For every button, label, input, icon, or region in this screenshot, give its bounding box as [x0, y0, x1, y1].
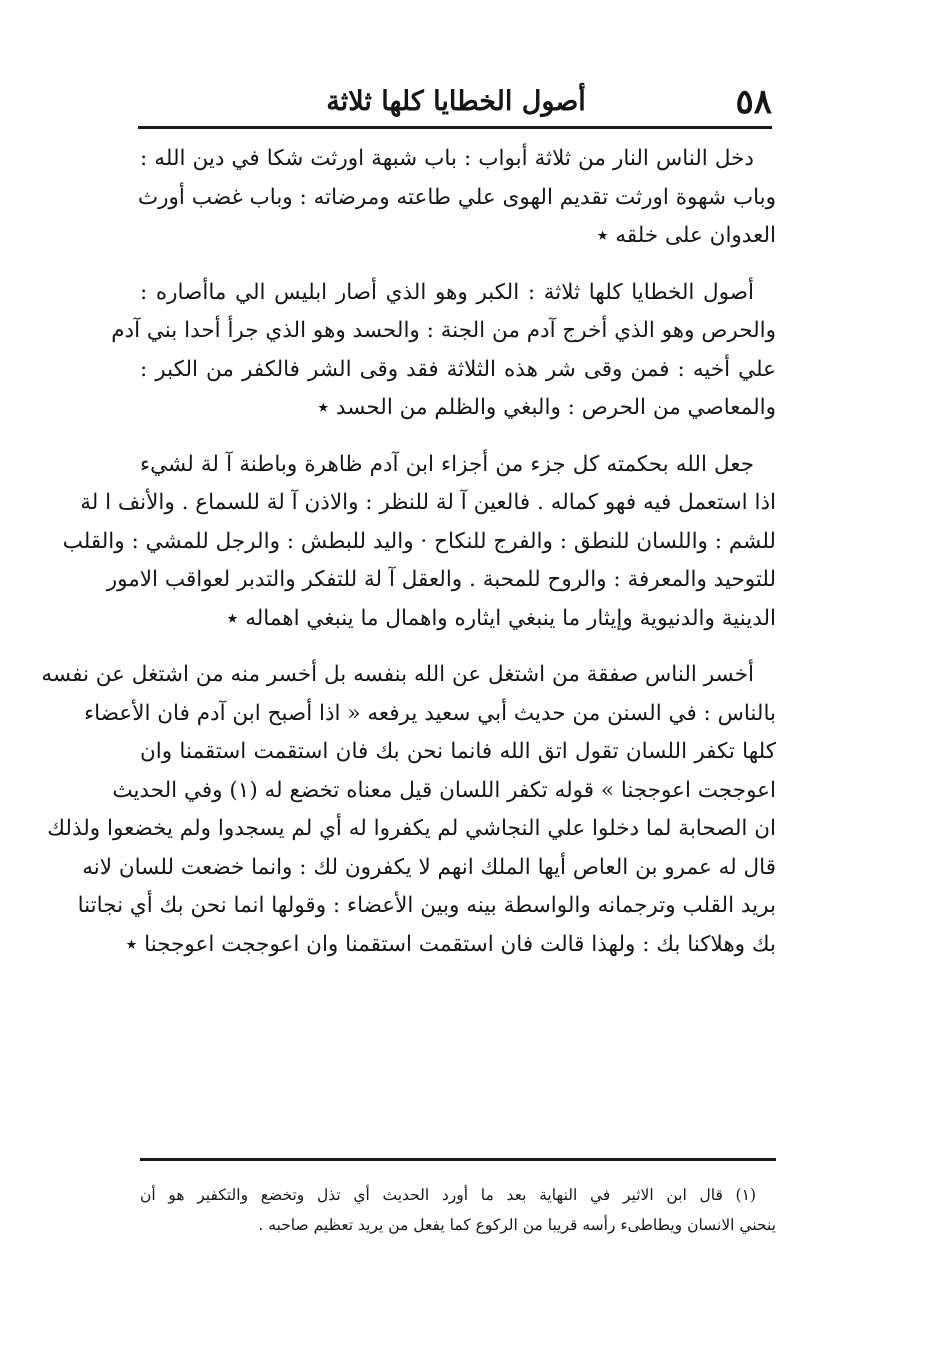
footnote-line: ينحني الانسان ويطاطىء رأسه قريبا من الركوع كما يفعل من يريد تعظيم صاحبه .: [258, 1216, 776, 1234]
text-line: أخسر الناس صفقة من اشتغل عن الله بنفسه بل أخسر منه من اشتغل عن نفسه: [41, 662, 754, 687]
text-line: قال له عمرو بن العاص أيها الملك انهم لا يكفرون لك : وانما خضعت للسان لانه: [82, 854, 776, 880]
text-line: الدينية والدنيوية وإيثار ما ينبغي ايثاره واهمال ما ينبغي اهماله ٭: [226, 605, 776, 631]
text-line: للشم : واللسان للنطق : والفرج للنكاح · واليد للبطش : والرجل للمشي : والقلب: [62, 528, 776, 554]
text-line: بالناس : في السنن من حديث أبي سعيد يرفعه « اذا أصبح ابن آدم فان الأعضاء: [84, 700, 776, 726]
text-line: أصول الخطايا كلها ثلاثة : الكبر وهو الذي أصار ابليس الي ماأصاره :: [140, 279, 754, 305]
text-line: العدوان على خلقه ٭: [596, 223, 776, 248]
text-line: علي أخيه : فمن وقى شر هذه الثلاثة فقد وقى الشر فالكفر من الكبر :: [140, 356, 776, 382]
text-line: كلها تكفر اللسان تقول اتق الله فانما نحن بك فان استقمت استقمنا وان: [140, 739, 776, 764]
footnote-rule: [140, 1158, 776, 1161]
text-line: جعل الله بحكمته كل جزء من أجزاء ابن آدم ظاهرة وباطنة آ لة لشيء: [140, 451, 754, 477]
page-number: ٥٨: [735, 82, 772, 122]
text-line: ان الصحابة لما دخلوا علي النجاشي لم يكفروا له أي لم يسجدوا ولم يخضعوا ولذلك: [47, 816, 776, 841]
footnote-line: (١) قال ابن الاثير في النهاية بعد ما أورد الحديث أي تذل وتخضع والتكفير هو أن: [140, 1186, 756, 1204]
paragraph: [62, 446, 776, 639]
running-title: أصول الخطايا كلها ثلاثة: [326, 86, 586, 117]
header-rule: [138, 126, 772, 129]
page-header: [140, 80, 772, 124]
body-text: [41, 140, 776, 982]
text-line: اذا استعمل فيه فهو كماله . فالعين آ لة للنظر : والاذن آ لة للسماع . والأنف ا لة: [80, 490, 776, 515]
text-line: والحرص وهو الذي أخرج آدم من الجنة : والحسد وهو الذي جرأ أحدا بني آدم: [111, 318, 776, 343]
paragraph: [41, 656, 776, 964]
text-line: والمعاصي من الحرص : والبغي والظلم من الحسد ٭: [317, 395, 776, 420]
paragraph: [111, 274, 776, 428]
text-line: للتوحيد والمعرفة : والروح للمحبة . والعقل آ لة للتفكر والتدبر لعواقب الامور: [106, 567, 776, 592]
paragraph: [137, 140, 776, 256]
text-line: اعوججت اعوججنا » قوله تكفر اللسان قيل معناه تخضع له (١) وفي الحديث: [112, 777, 776, 803]
text-line: دخل الناس النار من ثلاثة أبواب : باب شبهة اورثت شكا في دين الله :: [140, 146, 754, 171]
text-line: بريد القلب وترجمانه والواسطة بينه وبين الأعضاء : وقولها انما نحن بك أي نجاتنا: [77, 893, 776, 918]
text-line: بك وهلاكنا بك : ولهذا قالت فان استقمت استقمنا وان اعوججت اعوججنا ٭: [125, 931, 776, 957]
text-line: وباب شهوة اورثت تقديم الهوى علي طاعته ومرضاته : وباب غضب أورث: [137, 184, 776, 210]
footnote: [140, 1180, 776, 1240]
